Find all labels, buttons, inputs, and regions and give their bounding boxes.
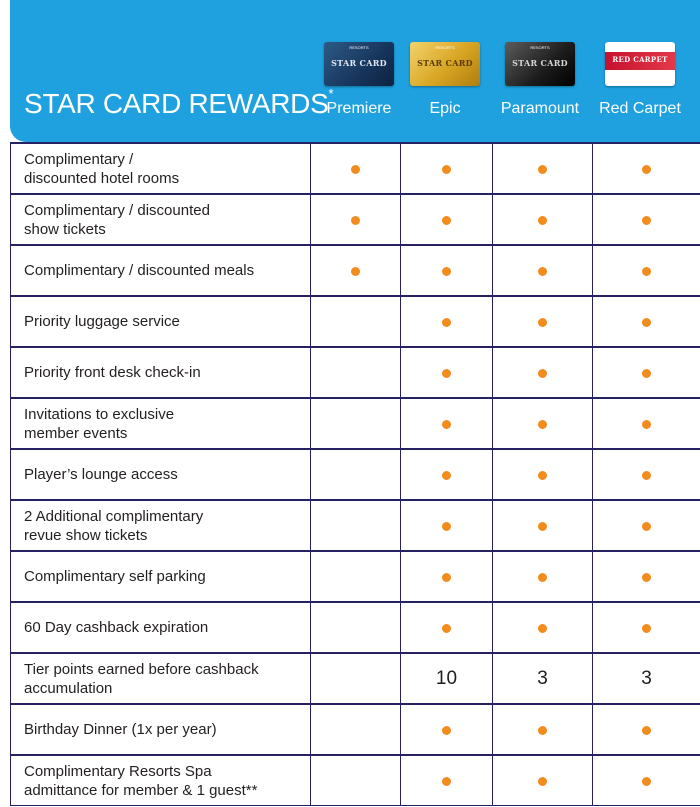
epic-card-text: STAR CARD <box>417 58 473 68</box>
cell-premiere <box>311 653 401 704</box>
included-dot-icon <box>642 777 651 786</box>
feature-label: Priority front desk check-in <box>11 347 311 398</box>
included-dot-icon <box>442 267 451 276</box>
table-row <box>11 194 700 245</box>
cell-premiere <box>311 194 401 245</box>
included-dot-icon <box>442 573 451 582</box>
included-dot-icon <box>642 267 651 276</box>
table-row <box>11 551 700 602</box>
cell-epic <box>401 653 493 704</box>
included-dot-icon <box>442 777 451 786</box>
cell-redcarpet <box>593 755 700 806</box>
cell-paramount <box>493 653 593 704</box>
cell-epic <box>401 449 493 500</box>
cell-premiere <box>311 704 401 755</box>
cell-paramount <box>493 602 593 653</box>
included-dot-icon <box>442 624 451 633</box>
redcarpet-card-text: RED CARPET <box>612 55 668 64</box>
cell-paramount <box>493 755 593 806</box>
tier-label-premiere: Premiere <box>326 100 392 117</box>
tier-paramount-header <box>490 42 590 132</box>
feature-label: 2 Additional complimentary revue show tickets <box>11 500 311 551</box>
feature-label: Complimentary / discounted hotel rooms <box>11 143 311 194</box>
tier-label-epic: Epic <box>429 100 461 117</box>
cell-epic <box>401 602 493 653</box>
premiere-card-image: RESORTS STAR CARD <box>324 42 394 86</box>
table-row <box>11 704 700 755</box>
feature-label: Invitations to exclusive member events <box>11 398 311 449</box>
cell-paramount <box>493 704 593 755</box>
tier-label-paramount: Paramount <box>500 100 580 117</box>
cell-premiere <box>311 602 401 653</box>
included-dot-icon <box>642 420 651 429</box>
cell-paramount <box>493 143 593 194</box>
included-dot-icon <box>642 471 651 480</box>
table-row <box>11 602 700 653</box>
feature-label: Complimentary / discounted meals <box>11 245 311 296</box>
cell-redcarpet <box>593 449 700 500</box>
included-dot-icon <box>442 522 451 531</box>
table-row <box>11 296 700 347</box>
cell-redcarpet <box>593 347 700 398</box>
cell-epic <box>401 755 493 806</box>
included-dot-icon <box>442 420 451 429</box>
cell-premiere <box>311 296 401 347</box>
included-dot-icon <box>538 522 547 531</box>
included-dot-icon <box>442 471 451 480</box>
included-dot-icon <box>442 726 451 735</box>
included-dot-icon <box>538 726 547 735</box>
cell-redcarpet <box>593 194 700 245</box>
included-dot-icon <box>442 318 451 327</box>
cell-premiere <box>311 500 401 551</box>
included-dot-icon <box>442 216 451 225</box>
cell-paramount <box>493 500 593 551</box>
included-dot-icon <box>538 624 547 633</box>
tier-epic-header <box>400 42 490 132</box>
epic-card-image: RESORTS STAR CARD <box>410 42 480 86</box>
title-footnote-mark: * <box>328 86 334 101</box>
cell-paramount <box>493 245 593 296</box>
cell-paramount <box>493 449 593 500</box>
feature-label: Tier points earned before cashback accumulation <box>11 653 311 704</box>
included-dot-icon <box>538 267 547 276</box>
table-row <box>11 755 700 806</box>
included-dot-icon <box>642 369 651 378</box>
table-row <box>11 245 700 296</box>
included-dot-icon <box>642 216 651 225</box>
included-dot-icon <box>538 471 547 480</box>
cell-premiere <box>311 449 401 500</box>
table-row <box>11 653 700 704</box>
tier-points-value: 3 <box>641 667 652 689</box>
cell-epic <box>401 245 493 296</box>
included-dot-icon <box>538 318 547 327</box>
tier-redcarpet-header <box>592 42 688 132</box>
redcarpet-card-image <box>605 42 675 86</box>
paramount-card-text: STAR CARD <box>512 58 568 68</box>
feature-label: Player’s lounge access <box>11 449 311 500</box>
included-dot-icon <box>538 165 547 174</box>
cell-paramount <box>493 551 593 602</box>
feature-label: Priority luggage service <box>11 296 311 347</box>
cell-redcarpet <box>593 500 700 551</box>
cell-epic <box>401 704 493 755</box>
cell-epic <box>401 296 493 347</box>
included-dot-icon <box>351 267 360 276</box>
cell-paramount <box>493 296 593 347</box>
cell-redcarpet <box>593 653 700 704</box>
cell-redcarpet <box>593 704 700 755</box>
feature-label: 60 Day cashback expiration <box>11 602 311 653</box>
page-title: STAR CARD REWARDS* <box>24 86 334 119</box>
cell-redcarpet <box>593 398 700 449</box>
cell-premiere <box>311 398 401 449</box>
cell-premiere <box>311 347 401 398</box>
included-dot-icon <box>642 624 651 633</box>
cell-epic <box>401 194 493 245</box>
tier-label-redcarpet: Red Carpet <box>599 100 681 117</box>
included-dot-icon <box>642 726 651 735</box>
premiere-card-text: STAR CARD <box>331 58 387 68</box>
cell-redcarpet <box>593 245 700 296</box>
table-row <box>11 449 700 500</box>
feature-label: Complimentary self parking <box>11 551 311 602</box>
included-dot-icon <box>538 216 547 225</box>
cell-redcarpet <box>593 296 700 347</box>
included-dot-icon <box>642 318 651 327</box>
table-row <box>11 347 700 398</box>
cell-epic <box>401 347 493 398</box>
cell-premiere <box>311 143 401 194</box>
feature-label: Complimentary / discounted show tickets <box>11 194 311 245</box>
included-dot-icon <box>538 573 547 582</box>
included-dot-icon <box>351 216 360 225</box>
cell-epic <box>401 143 493 194</box>
cell-paramount <box>493 398 593 449</box>
feature-label: Complimentary Resorts Spa admittance for member & 1 guest** <box>11 755 311 806</box>
cell-premiere <box>311 755 401 806</box>
included-dot-icon <box>642 165 651 174</box>
rewards-table <box>10 142 700 806</box>
cell-paramount <box>493 194 593 245</box>
cell-paramount <box>493 347 593 398</box>
cell-redcarpet <box>593 602 700 653</box>
table-row <box>11 398 700 449</box>
included-dot-icon <box>642 573 651 582</box>
tier-points-value: 3 <box>537 667 548 689</box>
included-dot-icon <box>351 165 360 174</box>
included-dot-icon <box>538 420 547 429</box>
cell-epic <box>401 551 493 602</box>
cell-premiere <box>311 245 401 296</box>
header-banner <box>10 0 700 142</box>
included-dot-icon <box>442 165 451 174</box>
included-dot-icon <box>642 522 651 531</box>
cell-redcarpet <box>593 551 700 602</box>
table-row <box>11 143 700 194</box>
included-dot-icon <box>442 369 451 378</box>
included-dot-icon <box>538 777 547 786</box>
included-dot-icon <box>538 369 547 378</box>
table-row <box>11 500 700 551</box>
cell-epic <box>401 500 493 551</box>
tier-points-value: 10 <box>435 667 458 689</box>
tier-premiere-header <box>316 42 402 132</box>
cell-epic <box>401 398 493 449</box>
paramount-card-image: RESORTS STAR CARD <box>505 42 575 86</box>
cell-redcarpet <box>593 143 700 194</box>
cell-premiere <box>311 551 401 602</box>
feature-label: Birthday Dinner (1x per year) <box>11 704 311 755</box>
